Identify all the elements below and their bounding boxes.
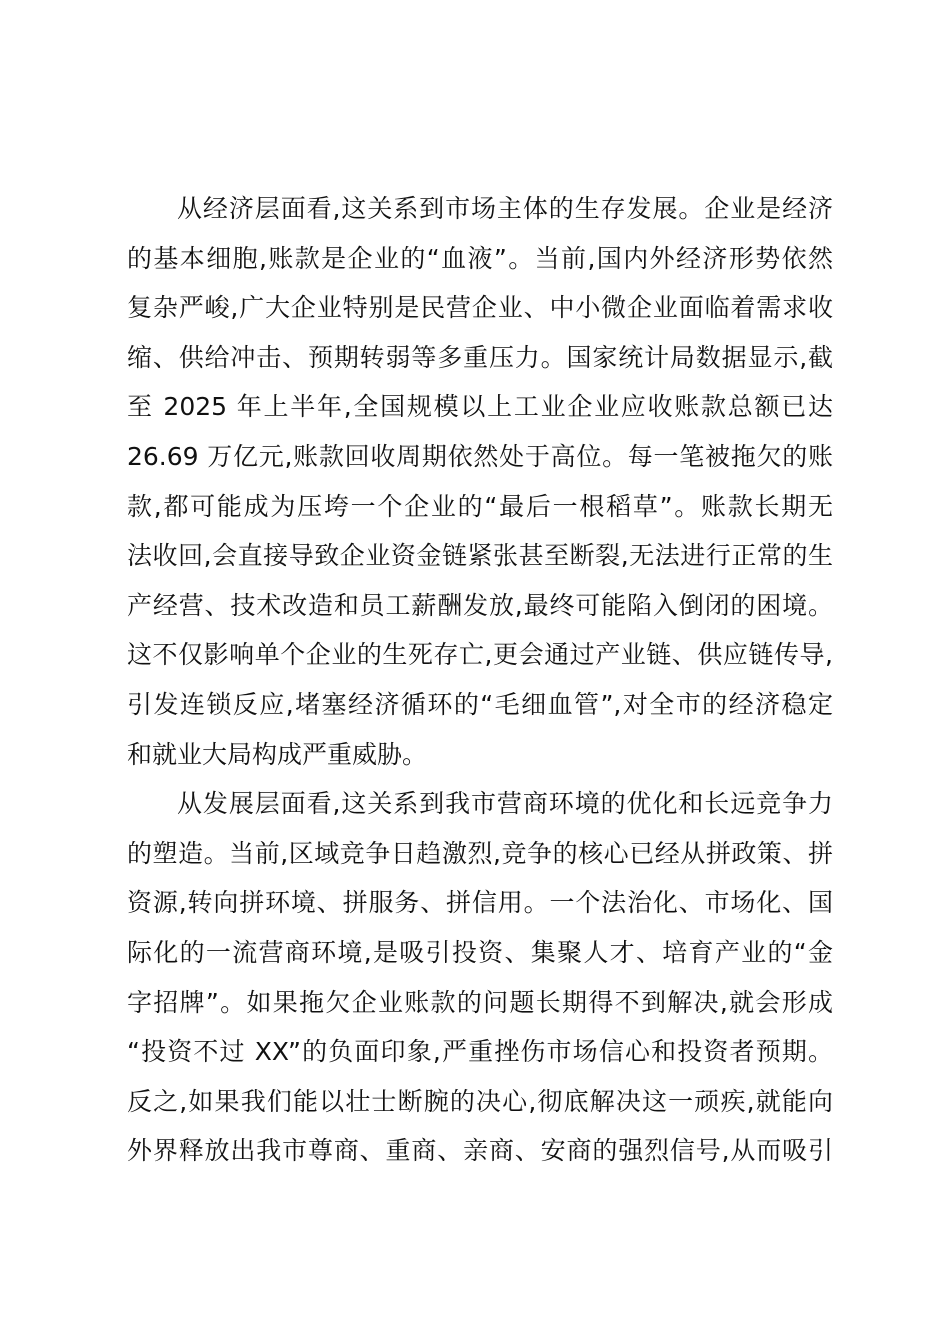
paragraph-line: 反之,如果我们能以壮士断腕的决心,彻底解决这一顽疾,就能向 xyxy=(127,1086,833,1116)
paragraph-line: 复杂严峻,广大企业特别是民营企业、中小微企业面临着需求收 xyxy=(127,293,833,323)
paragraph-line: 的基本细胞,账款是企业的“血液”。当前,国内外经济形势依然 xyxy=(127,243,833,273)
paragraph-line: 至 2025 年上半年,全国规模以上工业企业应收账款总额已达 xyxy=(127,392,833,422)
paragraph-line: 款,都可能成为压垮一个企业的“最后一根稻草”。账款长期无 xyxy=(127,491,833,521)
paragraph-line: 这不仅影响单个企业的生死存亡,更会通过产业链、供应链传导, xyxy=(127,640,833,670)
paragraph-line: 际化的一流营商环境,是吸引投资、集聚人才、培育产业的“金 xyxy=(127,937,833,967)
document-body xyxy=(127,184,833,1176)
paragraph-development xyxy=(127,779,833,1176)
paragraph-line: 从发展层面看,这关系到我市营商环境的优化和长远竞争力 xyxy=(177,789,833,819)
paragraph-economic xyxy=(127,184,833,779)
paragraph-line: 的塑造。当前,区域竞争日趋激烈,竞争的核心已经从拼政策、拼 xyxy=(127,838,833,868)
paragraph-line: 资源,转向拼环境、拼服务、拼信用。一个法治化、市场化、国 xyxy=(127,888,833,918)
paragraph-line: 26.69 万亿元,账款回收周期依然处于高位。每一笔被拖欠的账 xyxy=(127,441,833,471)
paragraph-line: 缩、供给冲击、预期转弱等多重压力。国家统计局数据显示,截 xyxy=(127,342,833,372)
paragraph-line: 字招牌”。如果拖欠企业账款的问题长期得不到解决,就会形成 xyxy=(127,987,833,1017)
paragraph-line: 产经营、技术改造和员工薪酬发放,最终可能陷入倒闭的困境。 xyxy=(127,590,833,620)
paragraph-line: 引发连锁反应,堵塞经济循环的“毛细血管”,对全市的经济稳定 xyxy=(127,689,833,719)
paragraph-line: 法收回,会直接导致企业资金链紧张甚至断裂,无法进行正常的生 xyxy=(127,541,833,571)
paragraph-line: 从经济层面看,这关系到市场主体的生存发展。企业是经济 xyxy=(177,194,833,223)
paragraph-line: “投资不过 XX”的负面印象,严重挫伤市场信心和投资者预期。 xyxy=(127,1037,833,1067)
paragraph-line: 和就业大局构成严重威胁。 xyxy=(127,739,428,769)
paragraph-line: 外界释放出我市尊商、重商、亲商、安商的强烈信号,从而吸引 xyxy=(127,1136,833,1166)
